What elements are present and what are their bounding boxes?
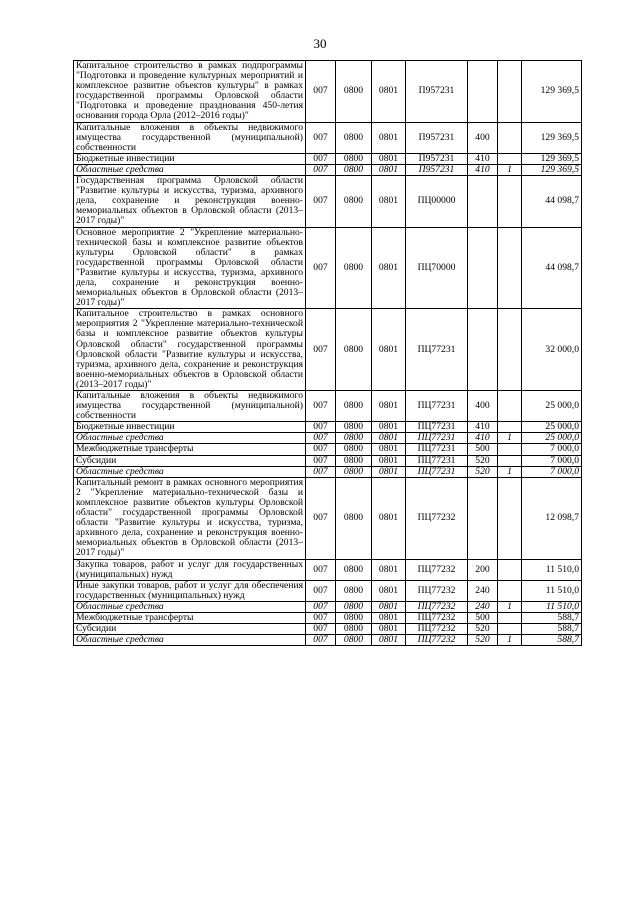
row-expense-type-code [468,227,498,309]
table-row [74,444,582,455]
row-funding-source-code [498,422,522,433]
row-name: Субсидии [74,455,306,466]
table-row [74,61,582,123]
row-grbs-code: 007 [306,122,336,153]
table-row [74,580,582,601]
row-target-code: П957231 [406,61,468,123]
row-grbs-code: 007 [306,624,336,635]
row-funding-source-code: 1 [498,164,522,175]
row-funding-source-code [498,477,522,559]
table-row [74,422,582,433]
row-name: Капитальные вложения в объекты недвижимого имущества государственной (муниципальной) собственности [74,391,306,422]
row-funding-source-code [498,309,522,391]
row-subsection-code: 0801 [372,444,406,455]
row-subsection-code: 0801 [372,153,406,164]
row-target-code: П957231 [406,153,468,164]
row-expense-type-code: 520 [468,466,498,477]
row-funding-source-code [498,612,522,623]
row-grbs-code: 007 [306,635,336,646]
row-subsection-code: 0801 [372,601,406,612]
row-funding-source-code [498,391,522,422]
row-amount: 11 510,0 [522,601,582,612]
row-amount: 25 000,0 [522,433,582,444]
row-funding-source-code [498,559,522,580]
row-section-code: 0800 [336,559,372,580]
row-name: Капитальное строительство в рамках основного мероприятия 2 "Укрепление материально-технической базы и комплексное развитие объектов культуры Орловской области" государственной программы Орловской области "Развитие культуры и искусства, туризма, архивного дела, сохранение и реконструкция военно-мемориальных объектов в Орловской области (2013–2017 годы)" [74,309,306,391]
row-amount: 7 000,0 [522,444,582,455]
row-amount: 44 098,7 [522,176,582,227]
row-target-code: П957231 [406,122,468,153]
budget-table [73,60,582,646]
row-section-code: 0800 [336,466,372,477]
row-grbs-code: 007 [306,309,336,391]
row-target-code: ПЦ77231 [406,466,468,477]
row-funding-source-code [498,176,522,227]
row-grbs-code: 007 [306,164,336,175]
row-target-code: ПЦ77232 [406,601,468,612]
row-expense-type-code [468,176,498,227]
row-expense-type-code: 500 [468,444,498,455]
row-name: Областные средства [74,466,306,477]
row-section-code: 0800 [336,612,372,623]
row-target-code: ПЦ77231 [406,455,468,466]
row-grbs-code: 007 [306,61,336,123]
row-amount: 7 000,0 [522,466,582,477]
row-section-code: 0800 [336,624,372,635]
row-section-code: 0800 [336,444,372,455]
row-subsection-code: 0801 [372,176,406,227]
row-expense-type-code: 400 [468,391,498,422]
row-section-code: 0800 [336,61,372,123]
table-row [74,601,582,612]
table-row [74,612,582,623]
row-funding-source-code [498,444,522,455]
row-section-code: 0800 [336,164,372,175]
row-section-code: 0800 [336,477,372,559]
row-subsection-code: 0801 [372,227,406,309]
row-subsection-code: 0801 [372,612,406,623]
row-grbs-code: 007 [306,444,336,455]
row-name: Бюджетные инвестиции [74,422,306,433]
row-grbs-code: 007 [306,153,336,164]
row-funding-source-code [498,455,522,466]
row-grbs-code: 007 [306,176,336,227]
row-amount: 129 369,5 [522,122,582,153]
row-section-code: 0800 [336,122,372,153]
row-subsection-code: 0801 [372,559,406,580]
row-expense-type-code: 410 [468,164,498,175]
row-subsection-code: 0801 [372,477,406,559]
row-section-code: 0800 [336,601,372,612]
row-subsection-code: 0801 [372,422,406,433]
row-subsection-code: 0801 [372,309,406,391]
row-grbs-code: 007 [306,601,336,612]
row-grbs-code: 007 [306,466,336,477]
table-row [74,153,582,164]
row-target-code: ПЦ70000 [406,227,468,309]
row-subsection-code: 0801 [372,164,406,175]
row-name: Государственная программа Орловской области "Развитие культуры и искусства, туризма, архивного дела, сохранение и реконструкция военно-мемориальных объектов в Орловской области (2013–2017 годы)" [74,176,306,227]
row-funding-source-code [498,61,522,123]
row-expense-type-code: 400 [468,122,498,153]
row-target-code: ПЦ77231 [406,309,468,391]
row-amount: 7 000,0 [522,455,582,466]
row-section-code: 0800 [336,227,372,309]
row-subsection-code: 0801 [372,635,406,646]
table-row [74,309,582,391]
row-target-code: ПЦ77232 [406,612,468,623]
row-amount: 25 000,0 [522,391,582,422]
row-expense-type-code [468,477,498,559]
row-amount: 588,7 [522,612,582,623]
table-row [74,227,582,309]
row-expense-type-code: 410 [468,433,498,444]
row-name: Капитальный ремонт в рамках основного мероприятия 2 "Укрепление материально-технической базы и комплексное развитие объектов культуры Орловской области" государственной программы Орловской области "Развитие культуры и искусства, туризма, архивного дела, сохранение и реконструкция военно-мемориальных объектов в Орловской области (2013–2017 годы)" [74,477,306,559]
row-amount: 25 000,0 [522,422,582,433]
row-amount: 129 369,5 [522,61,582,123]
row-amount: 588,7 [522,635,582,646]
row-target-code: ПЦ77231 [406,391,468,422]
page-number: 30 [313,36,327,51]
row-name: Межбюджетные трансферты [74,444,306,455]
row-name: Областные средства [74,601,306,612]
row-expense-type-code: 520 [468,455,498,466]
table-row [74,477,582,559]
row-funding-source-code [498,580,522,601]
row-section-code: 0800 [336,455,372,466]
row-name: Областные средства [74,433,306,444]
row-funding-source-code [498,624,522,635]
row-grbs-code: 007 [306,477,336,559]
row-subsection-code: 0801 [372,466,406,477]
table-row [74,466,582,477]
row-amount: 11 510,0 [522,559,582,580]
table-row [74,176,582,227]
row-name: Областные средства [74,164,306,175]
row-subsection-code: 0801 [372,122,406,153]
row-expense-type-code: 240 [468,580,498,601]
row-section-code: 0800 [336,422,372,433]
row-section-code: 0800 [336,580,372,601]
row-target-code: ПЦ77231 [406,444,468,455]
row-funding-source-code [498,153,522,164]
row-name: Межбюджетные трансферты [74,612,306,623]
row-funding-source-code: 1 [498,635,522,646]
row-target-code: ПЦ00000 [406,176,468,227]
row-expense-type-code [468,309,498,391]
row-name: Основное мероприятие 2 "Укрепление материально-технической базы и комплексное развитие объектов культуры Орловской области" в рамках государственной программы Орловской области "Развитие культуры и искусства, туризма, архивного дела, сохранение и реконструкция военно-мемориальных объектов в Орловской области (2013–2017 годы)" [74,227,306,309]
row-target-code: П957231 [406,164,468,175]
row-expense-type-code: 520 [468,635,498,646]
table-row [74,433,582,444]
row-target-code: ПЦ77231 [406,433,468,444]
row-subsection-code: 0801 [372,455,406,466]
row-amount: 129 369,5 [522,153,582,164]
row-funding-source-code: 1 [498,433,522,444]
row-name: Капитальное строительство в рамках подпрограммы "Подготовка и проведение культурных мероприятий и комплексное развитие объектов культуры" в рамках государственной программы Орловской области "Подготовка и проведение празднования 450-летия основания города Орла (2012–2016 годы)" [74,61,306,123]
row-subsection-code: 0801 [372,580,406,601]
row-funding-source-code: 1 [498,601,522,612]
row-grbs-code: 007 [306,559,336,580]
row-amount: 588,7 [522,624,582,635]
table-row [74,455,582,466]
row-section-code: 0800 [336,176,372,227]
row-grbs-code: 007 [306,422,336,433]
table-row [74,391,582,422]
row-amount: 44 098,7 [522,227,582,309]
row-expense-type-code [468,61,498,123]
row-subsection-code: 0801 [372,61,406,123]
row-target-code: ПЦ77232 [406,477,468,559]
row-subsection-code: 0801 [372,433,406,444]
row-amount: 129 369,5 [522,164,582,175]
row-grbs-code: 007 [306,455,336,466]
row-target-code: ПЦ77232 [406,624,468,635]
row-expense-type-code: 410 [468,422,498,433]
row-subsection-code: 0801 [372,624,406,635]
row-expense-type-code: 200 [468,559,498,580]
row-expense-type-code: 410 [468,153,498,164]
row-name: Иные закупки товаров, работ и услуг для обеспечения государственных (муниципальных) нужд [74,580,306,601]
row-grbs-code: 007 [306,433,336,444]
row-target-code: ПЦ77232 [406,559,468,580]
row-section-code: 0800 [336,433,372,444]
row-section-code: 0800 [336,391,372,422]
row-grbs-code: 007 [306,612,336,623]
row-amount: 32 000,0 [522,309,582,391]
row-funding-source-code: 1 [498,466,522,477]
row-funding-source-code [498,227,522,309]
row-target-code: ПЦ77232 [406,580,468,601]
row-section-code: 0800 [336,309,372,391]
row-target-code: ПЦ77231 [406,422,468,433]
row-section-code: 0800 [336,635,372,646]
row-amount: 12 098,7 [522,477,582,559]
row-grbs-code: 007 [306,391,336,422]
row-grbs-code: 007 [306,580,336,601]
row-expense-type-code: 500 [468,612,498,623]
row-expense-type-code: 240 [468,601,498,612]
row-section-code: 0800 [336,153,372,164]
table-row [74,164,582,175]
row-name: Закупка товаров, работ и услуг для государственных (муниципальных) нужд [74,559,306,580]
row-amount: 11 510,0 [522,580,582,601]
row-subsection-code: 0801 [372,391,406,422]
row-expense-type-code: 520 [468,624,498,635]
row-name: Бюджетные инвестиции [74,153,306,164]
row-grbs-code: 007 [306,227,336,309]
table-row [74,635,582,646]
row-target-code: ПЦ77232 [406,635,468,646]
row-name: Областные средства [74,635,306,646]
row-funding-source-code [498,122,522,153]
row-name: Капитальные вложения в объекты недвижимого имущества государственной (муниципальной) собственности [74,122,306,153]
table-row [74,559,582,580]
row-name: Субсидии [74,624,306,635]
table-row [74,122,582,153]
table-row [74,624,582,635]
